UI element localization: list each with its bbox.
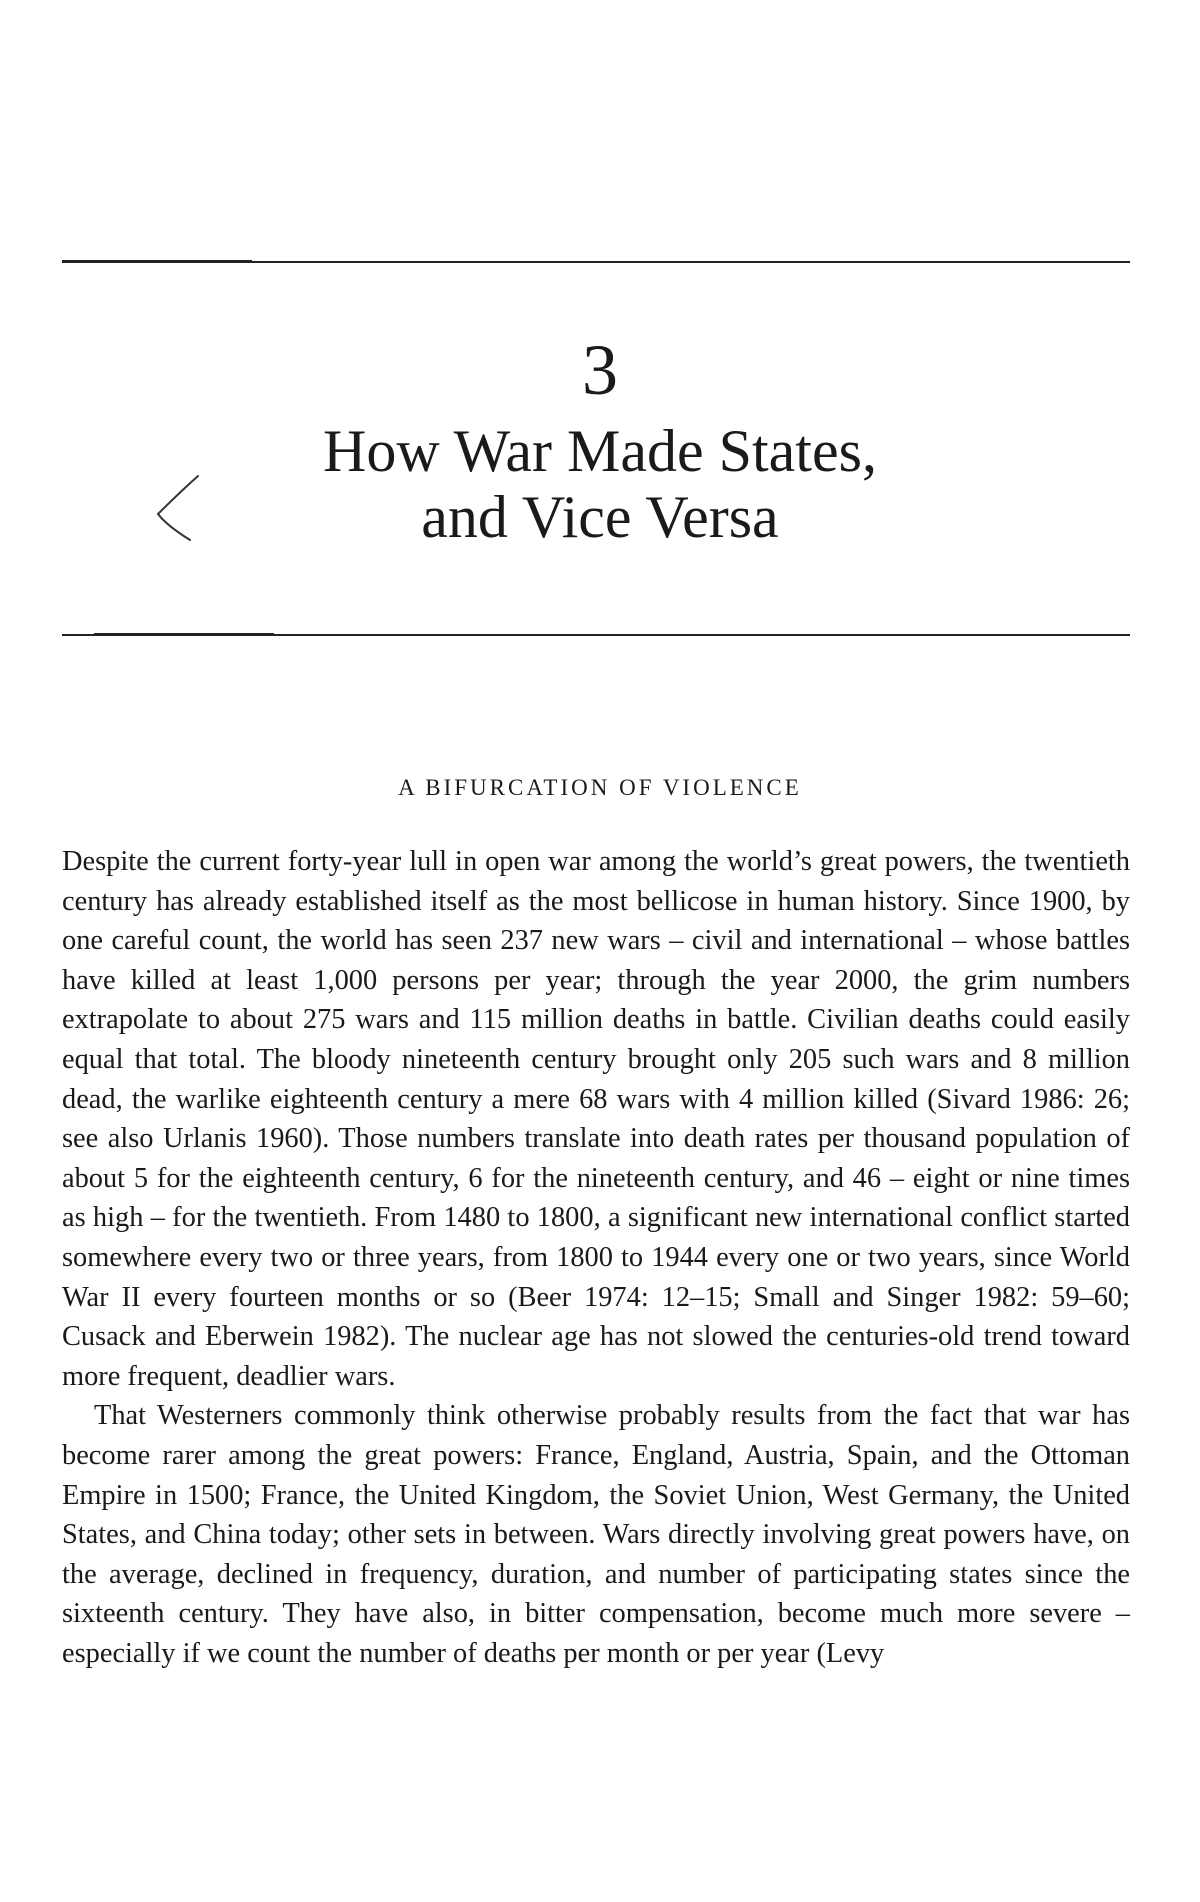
body-text xyxy=(62,842,1130,1673)
chapter-title-line-1: How War Made States, xyxy=(323,418,877,484)
top-rule xyxy=(62,261,1130,263)
chapter-number: 3 xyxy=(582,330,618,410)
margin-annotation-mark xyxy=(150,470,210,550)
section-heading: A BIFURCATION OF VIOLENCE xyxy=(398,775,802,800)
chapter-title-line-2: and Vice Versa xyxy=(421,484,779,550)
bottom-rule xyxy=(62,634,1130,636)
paragraph-2: That Westerners commonly think otherwise probably results from the fact that war has become rarer among the great powers: France, England, Austria, Spain, and the Ottoman Empire in 1500; France, the United Kingdom, the Soviet Union, West Germany, the United States, and China today; other sets in between. Wars directly involving great powers have, on the average, declined in frequency, duration, and number of participating states since the sixteenth century. They have also, in bitter compensation, become much more severe – especially if we count the number of deaths per month or per year (Levy xyxy=(62,1400,1130,1669)
paragraph-1: Despite the current forty-year lull in open war among the world’s great powers, the twentieth century has already established itself as the most bellicose in human history. Since 1900, by one careful count, the world has seen 237 new wars – civil and international – whose battles have killed at least 1,000 persons per year; through the year 2000, the grim numbers extrapolate to about 275 wars and 115 million deaths in battle. Civilian deaths could easily equal that total. The bloody nineteenth century brought only 205 such wars and 8 million dead, the warlike eighteenth century a mere 68 wars with 4 million killed (Sivard 1986: 26; see also Urlanis 1960). Those numbers translate into death rates per thousand population of about 5 for the eighteenth century, 6 for the nineteenth century, and 46 – eight or nine times as high – for the twentieth. From 1480 to 1800, a significant new international conflict started somewhere every two or three years, from 1800 to 1944 every one or two years, since World War II every fourteen months or so (Beer 1974: 12–15; Small and Singer 1982: 59–60; Cusack and Eberwein 1982). The nuclear age has not slowed the centuries-old trend toward more frequent, deadlier wars. xyxy=(62,846,1130,1392)
